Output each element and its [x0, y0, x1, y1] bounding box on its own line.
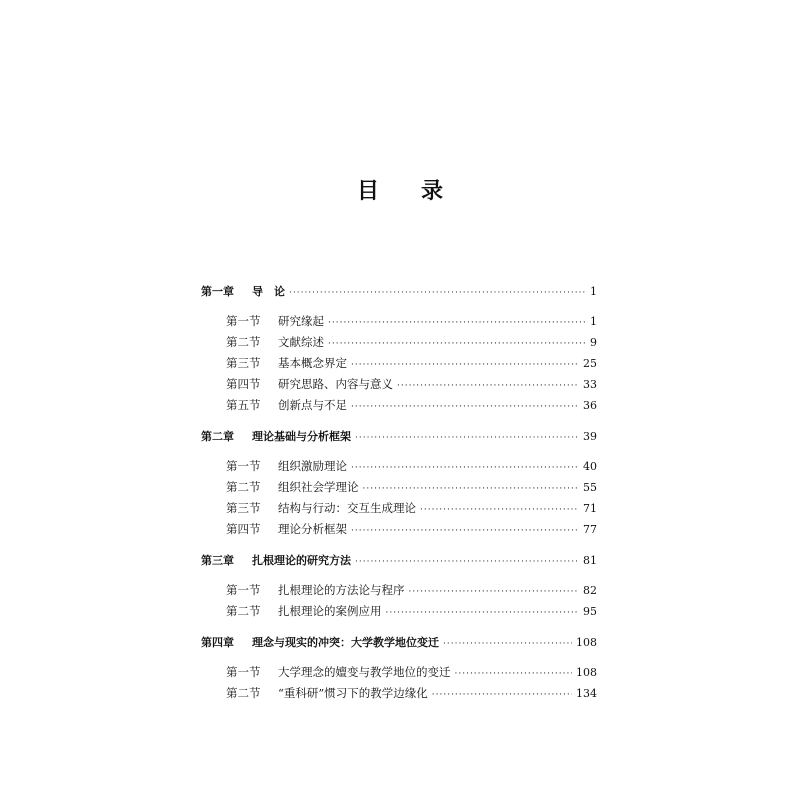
- page-number: 40: [583, 460, 597, 473]
- dot-leader: [420, 500, 579, 521]
- toc-section-entry: [201, 662, 597, 683]
- section-number: 第三节: [226, 356, 261, 370]
- section-title: 结构与行动：交互生成理论: [278, 501, 416, 515]
- page-number: 1: [590, 315, 597, 328]
- toc-section-entry: [201, 580, 597, 601]
- section-title: 研究缘起: [278, 314, 324, 328]
- chapter-number: 第四章: [201, 636, 234, 649]
- toc-chapter-entry: [201, 281, 597, 302]
- page-number: 95: [583, 605, 597, 618]
- page-number: 9: [590, 336, 597, 349]
- toc-section-entry: [201, 601, 597, 622]
- section-title: 研究思路、内容与意义: [278, 377, 393, 391]
- toc-section-entry: [201, 374, 597, 395]
- toc-chapter-entry: [201, 426, 597, 447]
- toc-section-entry: [201, 395, 597, 416]
- dot-leader: [351, 397, 579, 418]
- section-number: 第二节: [226, 335, 261, 349]
- section-title: 组织社会学理论: [278, 480, 359, 494]
- page-number: 39: [583, 430, 597, 443]
- section-number: 第五节: [226, 398, 261, 412]
- section-title: 组织激励理论: [278, 459, 347, 473]
- section-number: 第四节: [226, 522, 261, 536]
- dot-leader: [355, 552, 579, 573]
- dot-leader: [443, 634, 572, 655]
- chapter-title: 理论基础与分析框架: [252, 430, 351, 443]
- page-number: 36: [583, 399, 597, 412]
- section-title: 扎根理论的方法论与程序: [278, 583, 405, 597]
- toc-section-entry: [201, 477, 597, 498]
- dot-leader: [432, 685, 572, 706]
- toc-section-entry: [201, 456, 597, 477]
- toc-section-entry: [201, 332, 597, 353]
- section-title: 创新点与不足: [278, 398, 347, 412]
- dot-leader: [363, 479, 580, 500]
- page-title: [0, 174, 800, 205]
- table-of-contents: [201, 281, 597, 704]
- section-title: “重科研”惯习下的教学边缘化: [278, 686, 428, 700]
- section-title: 文献综述: [278, 335, 324, 349]
- page-number: 108: [576, 666, 597, 679]
- chapter-number: 第一章: [201, 285, 234, 298]
- section-title: 扎根理论的案例应用: [278, 604, 382, 618]
- page-number: 25: [583, 357, 597, 370]
- page-title-char-2: 录: [421, 178, 444, 204]
- dot-leader: [386, 603, 580, 624]
- page-number: 108: [576, 636, 597, 649]
- toc-section-entry: [201, 683, 597, 704]
- page-number: 55: [583, 481, 597, 494]
- chapter-title: 导 论: [252, 285, 285, 298]
- page-number: 33: [583, 378, 597, 391]
- page-number: 82: [583, 584, 597, 597]
- toc-chapter-entry: [201, 550, 597, 571]
- page-number: 77: [583, 523, 597, 536]
- dot-leader: [397, 376, 579, 397]
- dot-leader: [328, 334, 586, 355]
- dot-leader: [455, 664, 573, 685]
- section-number: 第二节: [226, 604, 261, 618]
- chapter-title: 扎根理论的研究方法: [252, 554, 351, 567]
- chapter-number: 第三章: [201, 554, 234, 567]
- section-number: 第二节: [226, 686, 261, 700]
- section-number: 第一节: [226, 314, 261, 328]
- section-title: 基本概念界定: [278, 356, 347, 370]
- section-number: 第四节: [226, 377, 261, 391]
- dot-leader: [351, 521, 579, 542]
- section-title: 大学理念的嬗变与教学地位的变迁: [278, 665, 451, 679]
- section-number: 第三节: [226, 501, 261, 515]
- page-number: 1: [590, 285, 597, 298]
- page-number: 71: [583, 502, 597, 515]
- section-number: 第一节: [226, 459, 261, 473]
- section-title: 理论分析框架: [278, 522, 347, 536]
- page-number: 81: [583, 554, 597, 567]
- dot-leader: [355, 428, 579, 449]
- chapter-title: 理念与现实的冲突：大学教学地位变迁: [252, 636, 439, 649]
- section-number: 第一节: [226, 665, 261, 679]
- toc-section-entry: [201, 498, 597, 519]
- dot-leader: [409, 582, 580, 603]
- dot-leader: [351, 458, 579, 479]
- toc-section-entry: [201, 311, 597, 332]
- chapter-number: 第二章: [201, 430, 234, 443]
- toc-section-entry: [201, 353, 597, 374]
- section-number: 第二节: [226, 480, 261, 494]
- section-number: 第一节: [226, 583, 261, 597]
- page-title-char-1: 目: [356, 178, 379, 204]
- toc-chapter-entry: [201, 632, 597, 653]
- dot-leader: [289, 283, 586, 304]
- toc-section-entry: [201, 519, 597, 540]
- dot-leader: [351, 355, 579, 376]
- page-number: 134: [576, 687, 597, 700]
- dot-leader: [328, 313, 586, 334]
